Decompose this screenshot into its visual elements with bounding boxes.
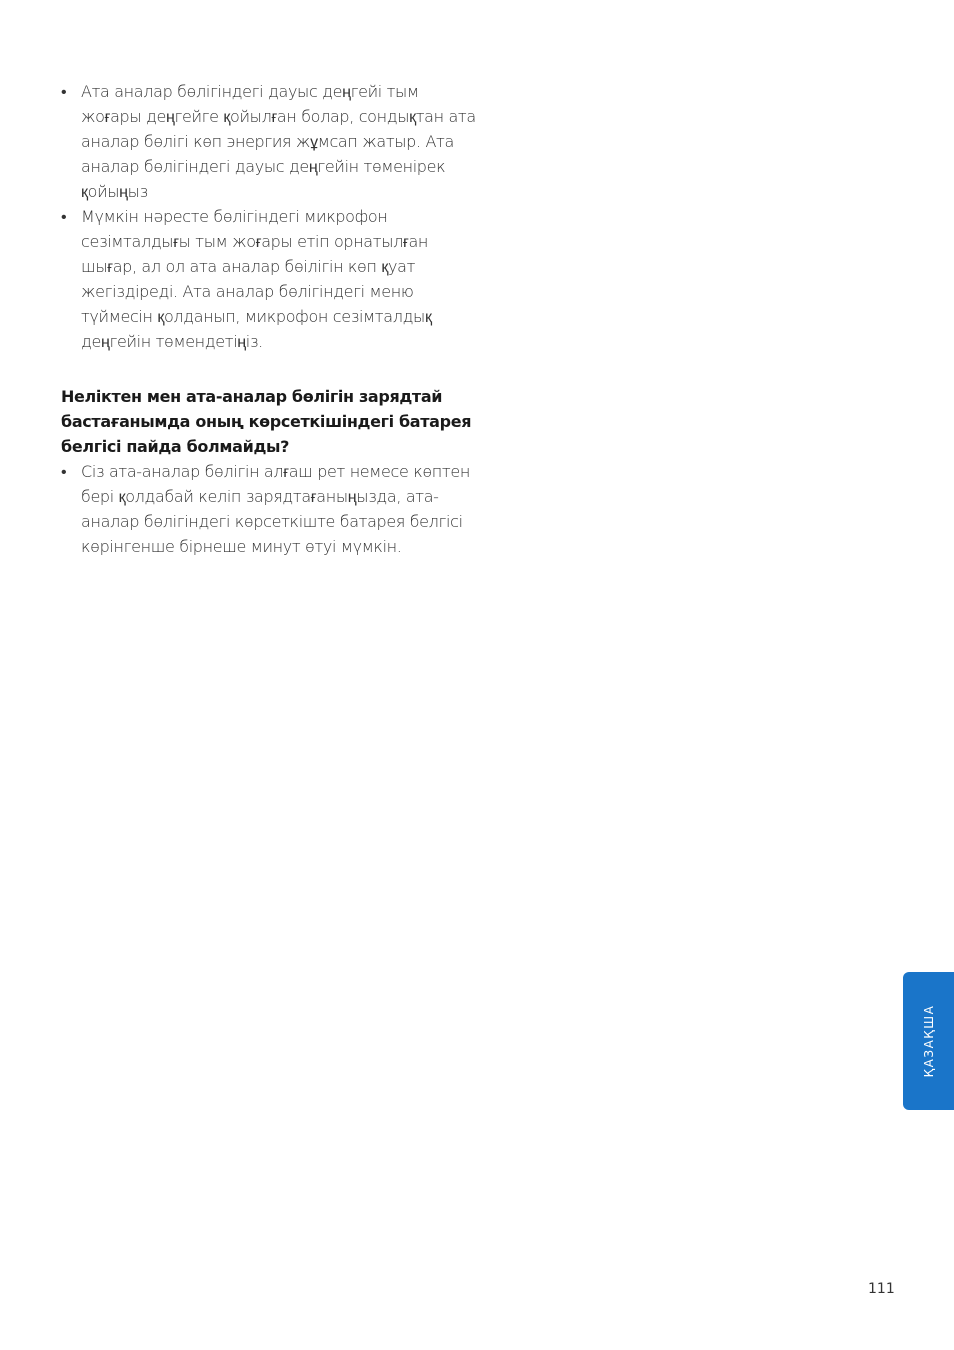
troubleshooting-list-2 — [61, 459, 481, 559]
troubleshooting-list-1 — [61, 79, 481, 354]
language-tab-label: ҚАЗАҚША — [921, 1004, 936, 1078]
list-item — [61, 204, 481, 354]
list-item-text: Сіз ата-аналар бөлігін алғаш рет немесе көптен бері қолдабай келіп зарядтағаныңызда, ата-аналар бөлігіндегі көрсеткіште батарея белгісі көрінгенше бірнеше минут өтуі мүмкін. — [81, 462, 470, 556]
bullet-glyph: • — [61, 462, 67, 481]
bullet-glyph: • — [61, 82, 67, 101]
language-tab — [903, 972, 954, 1110]
main-content — [61, 79, 481, 559]
list-item — [61, 79, 481, 204]
section-heading: Неліктен мен ата-аналар бөлігін зарядтай бастағанымда оның көрсеткішіндегі батарея белгісі пайда болмайды? — [61, 387, 472, 456]
list-item-text: Мүмкін нәресте бөлігіндегі микрофон сезімталдығы тым жоғары етіп орнатылған шығар, ал ол ата аналар бөілігін көп қуат жегіздіреді. Ата аналар бөлігіндегі меню түймесін қолданып, микрофон сезімталдық деңгейін төмендетіңіз. — [81, 207, 432, 351]
list-item — [61, 459, 481, 559]
page-number: 111 — [868, 1281, 895, 1297]
bullet-glyph: • — [61, 207, 67, 226]
list-item-text: Ата аналар бөлігіндегі дауыс деңгейі тым жоғары деңгейге қойылған болар, сондықтан ата аналар бөлігі көп энергия жұмсап жатыр. Ата аналар бөлігіндегі дауыс деңгейін төменірек қойыңыз — [81, 82, 476, 201]
